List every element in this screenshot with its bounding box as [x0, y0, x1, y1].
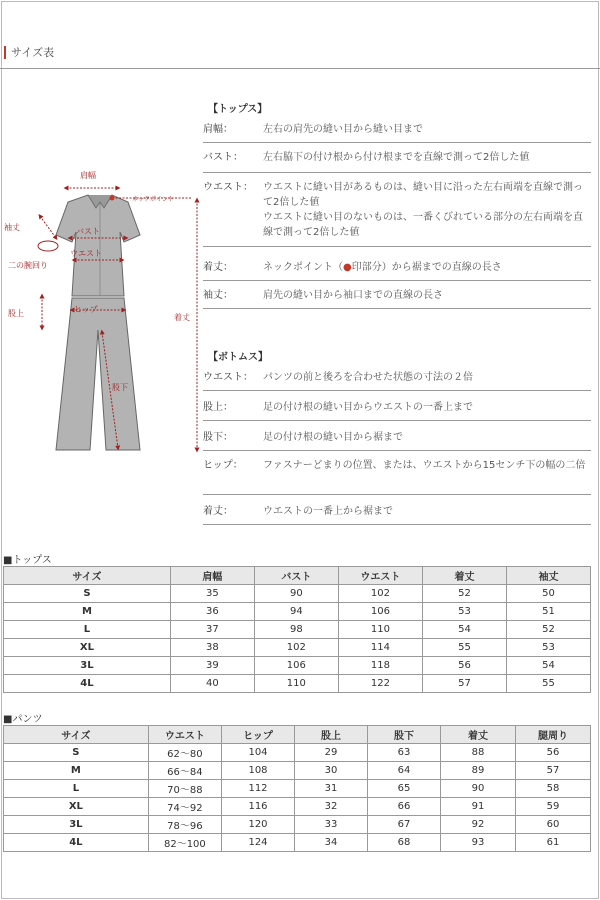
value-cell: 32 — [295, 798, 368, 816]
value-cell: 57 — [515, 762, 590, 780]
pants-size-table — [3, 725, 591, 852]
bottoms-heading: 【ボトムス】 — [208, 352, 268, 363]
value-cell: 68 — [368, 834, 441, 852]
value-cell: 65 — [368, 780, 441, 798]
value-cell: 35 — [170, 585, 254, 603]
value-cell: 40 — [170, 675, 254, 693]
table-row — [4, 798, 591, 816]
value-cell: 30 — [295, 762, 368, 780]
value-cell: 110 — [338, 621, 422, 639]
size-cell: 4L — [4, 675, 171, 693]
value-cell: 106 — [338, 603, 422, 621]
size-cell: 4L — [4, 834, 149, 852]
value-cell: 116 — [221, 798, 294, 816]
bottoms-row-waist: ウエスト： パンツの前と後ろを合わせた状態の寸法の２倍 — [203, 370, 591, 391]
size-cell: 3L — [4, 657, 171, 675]
column-header: ウエスト — [148, 726, 221, 744]
label-ninoude: 二の腕回り — [8, 261, 48, 270]
value-cell: 29 — [295, 744, 368, 762]
value-cell: 31 — [295, 780, 368, 798]
value-cell: 52 — [422, 585, 506, 603]
value-cell: 110 — [254, 675, 338, 693]
table-row — [4, 834, 591, 852]
column-header: 着丈 — [422, 567, 506, 585]
column-header: ヒップ — [221, 726, 294, 744]
value-cell: 63 — [368, 744, 441, 762]
value-cell: 122 — [338, 675, 422, 693]
size-cell: S — [4, 585, 171, 603]
value-cell: 74〜92 — [148, 798, 221, 816]
value-cell: 104 — [221, 744, 294, 762]
value-cell: 90 — [441, 780, 516, 798]
value-cell: 34 — [295, 834, 368, 852]
table-row — [4, 585, 591, 603]
column-header: 腿周り — [515, 726, 590, 744]
value-cell: 114 — [338, 639, 422, 657]
size-cell: M — [4, 603, 171, 621]
value-cell: 102 — [254, 639, 338, 657]
pants-shape — [56, 298, 140, 450]
label-matashita: 股下 — [112, 383, 128, 392]
value-cell: 88 — [441, 744, 516, 762]
value-cell: 57 — [422, 675, 506, 693]
table-row — [4, 657, 591, 675]
value-cell: 106 — [254, 657, 338, 675]
table-row — [4, 780, 591, 798]
value-cell: 56 — [422, 657, 506, 675]
value-cell: 36 — [170, 603, 254, 621]
value-cell: 60 — [515, 816, 590, 834]
value-cell: 82〜100 — [148, 834, 221, 852]
value-cell: 53 — [506, 639, 590, 657]
value-cell: 55 — [422, 639, 506, 657]
size-cell: L — [4, 621, 171, 639]
pants-table-title: ■パンツ — [3, 714, 43, 725]
table-header-row — [4, 726, 591, 744]
value-cell: 37 — [170, 621, 254, 639]
column-header: ウエスト — [338, 567, 422, 585]
size-cell: XL — [4, 639, 171, 657]
value-cell: 92 — [441, 816, 516, 834]
table-row — [4, 675, 591, 693]
value-cell: 112 — [221, 780, 294, 798]
value-cell: 66 — [368, 798, 441, 816]
column-header: バスト — [254, 567, 338, 585]
tops-size-table — [3, 566, 591, 693]
column-header: 股上 — [295, 726, 368, 744]
neck-point-marker: ● — [343, 262, 352, 273]
bottoms-row-hip: ヒップ： ファスナーどまりの位置、または、ウエストから15センチ下の幅の二倍 — [203, 458, 591, 495]
size-cell: L — [4, 780, 149, 798]
label-katahaba: 肩幅 — [80, 171, 96, 180]
value-cell: 78〜96 — [148, 816, 221, 834]
tops-row-sodetake: 袖丈： 肩先の縫い目から袖口までの直線の長さ — [203, 288, 591, 309]
value-cell: 61 — [515, 834, 590, 852]
column-header: 着丈 — [441, 726, 516, 744]
bottoms-row-matagami: 股上： 足の付け根の縫い目からウエストの一番上まで — [203, 400, 591, 421]
page-title: サイズ表 — [11, 46, 55, 59]
section-header — [0, 40, 600, 69]
value-cell: 89 — [441, 762, 516, 780]
size-cell: S — [4, 744, 149, 762]
value-cell: 108 — [221, 762, 294, 780]
shirt-shape — [56, 195, 140, 296]
header-accent-bar — [4, 46, 6, 59]
tops-row-katahaba: 肩幅： 左右の肩先の縫い目から縫い目まで — [203, 122, 591, 143]
table-row — [4, 639, 591, 657]
value-cell: 59 — [515, 798, 590, 816]
column-header: サイズ — [4, 726, 149, 744]
value-cell: 38 — [170, 639, 254, 657]
table-header-row — [4, 567, 591, 585]
size-cell: M — [4, 762, 149, 780]
value-cell: 58 — [515, 780, 590, 798]
tops-table-title: ■トップス — [3, 555, 52, 566]
tops-row-waist: ウエスト： ウエストに縫い目があるものは、縫い目に沿った左右両端を直線で測って2倍した値 ウエストに縫い目のないものは、一番くびれている部分の左右両端を直線で測って2倍した値 — [203, 180, 591, 247]
table-row — [4, 621, 591, 639]
value-cell: 91 — [441, 798, 516, 816]
table-row — [4, 744, 591, 762]
value-cell: 66〜84 — [148, 762, 221, 780]
value-cell: 64 — [368, 762, 441, 780]
column-header: サイズ — [4, 567, 171, 585]
label-hip: ヒップ — [74, 305, 98, 314]
value-cell: 93 — [441, 834, 516, 852]
label-bust: バスト — [76, 227, 100, 236]
value-cell: 50 — [506, 585, 590, 603]
value-cell: 67 — [368, 816, 441, 834]
value-cell: 52 — [506, 621, 590, 639]
table-row — [4, 762, 591, 780]
value-cell: 56 — [515, 744, 590, 762]
value-cell: 98 — [254, 621, 338, 639]
label-sodetake: 袖丈 — [4, 223, 20, 232]
value-cell: 53 — [422, 603, 506, 621]
value-cell: 120 — [221, 816, 294, 834]
bottoms-row-kitake: 着丈： ウエストの一番上から裾まで — [203, 504, 591, 525]
value-cell: 39 — [170, 657, 254, 675]
size-cell: XL — [4, 798, 149, 816]
size-cell: 3L — [4, 816, 149, 834]
value-cell: 62〜80 — [148, 744, 221, 762]
garment-diagram — [0, 150, 200, 470]
value-cell: 94 — [254, 603, 338, 621]
value-cell: 102 — [338, 585, 422, 603]
value-cell: 54 — [506, 657, 590, 675]
value-cell: 124 — [221, 834, 294, 852]
value-cell: 51 — [506, 603, 590, 621]
tops-row-bust: バスト： 左右脇下の付け根から付け根までを直線で測って2倍した値 — [203, 150, 591, 173]
label-matagami: 股上 — [8, 309, 24, 318]
tops-heading: 【トップス】 — [208, 104, 268, 115]
value-cell: 55 — [506, 675, 590, 693]
column-header: 袖丈 — [506, 567, 590, 585]
tops-row-kitake: 着丈： ネックポイント（●印部分）から裾までの直線の長さ — [203, 260, 591, 281]
value-cell: 33 — [295, 816, 368, 834]
bottoms-row-matashita: 股下： 足の付け根の縫い目から裾まで — [203, 430, 591, 451]
value-cell: 118 — [338, 657, 422, 675]
table-row — [4, 603, 591, 621]
column-header: 肩幅 — [170, 567, 254, 585]
value-cell: 70〜88 — [148, 780, 221, 798]
label-kitake: 着丈 — [174, 313, 190, 322]
table-row — [4, 816, 591, 834]
label-neck-point: ネックポイント — [132, 196, 175, 203]
value-cell: 54 — [422, 621, 506, 639]
column-header: 股下 — [368, 726, 441, 744]
label-waist: ウエスト — [70, 249, 102, 258]
value-cell: 90 — [254, 585, 338, 603]
